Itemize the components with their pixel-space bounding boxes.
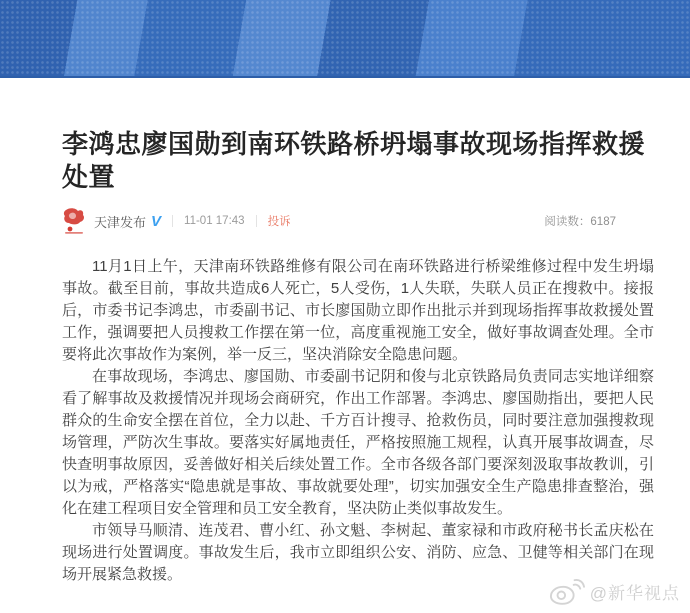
header-banner xyxy=(0,0,690,78)
read-count: 阅读数：6187 xyxy=(544,216,616,228)
verified-badge-icon: V xyxy=(151,212,162,230)
post-timestamp: 11-01 17:43 xyxy=(184,215,245,227)
article-body xyxy=(62,256,654,586)
paragraph: 11月1日上午，天津南环铁路维修有限公司在南环铁路进行桥梁维修过程中发生坍塌事故。截至目前，事故共造成6人死亡，5人受伤，1人失联，失联人员正在搜救中。接报后，市委书记李鸿忠，市委副书记、市长廖国勋立即作出批示并到现场指挥事故救援处置工作，强调要把人员搜救工作摆在第一位，高度重视施工安全，做好事故调查处理。全市要将此次事故作为案例，举一反三，坚决消除安全隐患问题。 xyxy=(62,258,654,363)
author-avatar[interactable] xyxy=(62,207,86,235)
weibo-icon xyxy=(549,578,585,605)
divider xyxy=(256,215,257,227)
article-title: 李鸿忠廖国勋到南环铁路桥坍塌事故现场指挥救援处置 xyxy=(62,129,646,192)
watermark xyxy=(549,578,680,605)
author-name[interactable]: 天津发布 xyxy=(94,214,147,230)
watermark-handle: @新华视点 xyxy=(589,584,680,603)
byline-row xyxy=(62,206,652,236)
paragraph: 市领导马顺清、连茂君、曹小红、孙文魁、李树起、董家禄和市政府秘书长孟庆松在现场进行处置调度。事故发生后，我市立即组织公安、消防、应急、卫健等相关部门在现场开展紧急救援。 xyxy=(62,522,654,583)
tianjin-fabu-logo-icon xyxy=(62,207,86,235)
report-complaint-link[interactable]: 投诉 xyxy=(267,216,291,228)
divider xyxy=(172,215,173,227)
paragraph: 在事故现场，李鸿忠、廖国勋、市委副书记阴和俊与北京铁路局负责同志实地详细察看了解事故及救援情况并现场会商研究，作出工作部署。李鸿忠、廖国勋指出，要把人民群众的生命安全摆在首位，全力以赴、千方百计搜寻、抢救伤员，同时要注意加强搜救现场管理，严防次生事故。要落实好属地责任，严格按照施工规程，认真开展事故调查，尽快查明事故原因，妥善做好相关后续处置工作。全市各级各部门要深刻汲取事故教训，引以为戒，严格落实“隐患就是事故、事故就要处理”，切实加强安全生产隐患排查整治，强化在建工程项目安全管理和员工安全教育，坚决防止类似事故发生。 xyxy=(62,368,654,517)
